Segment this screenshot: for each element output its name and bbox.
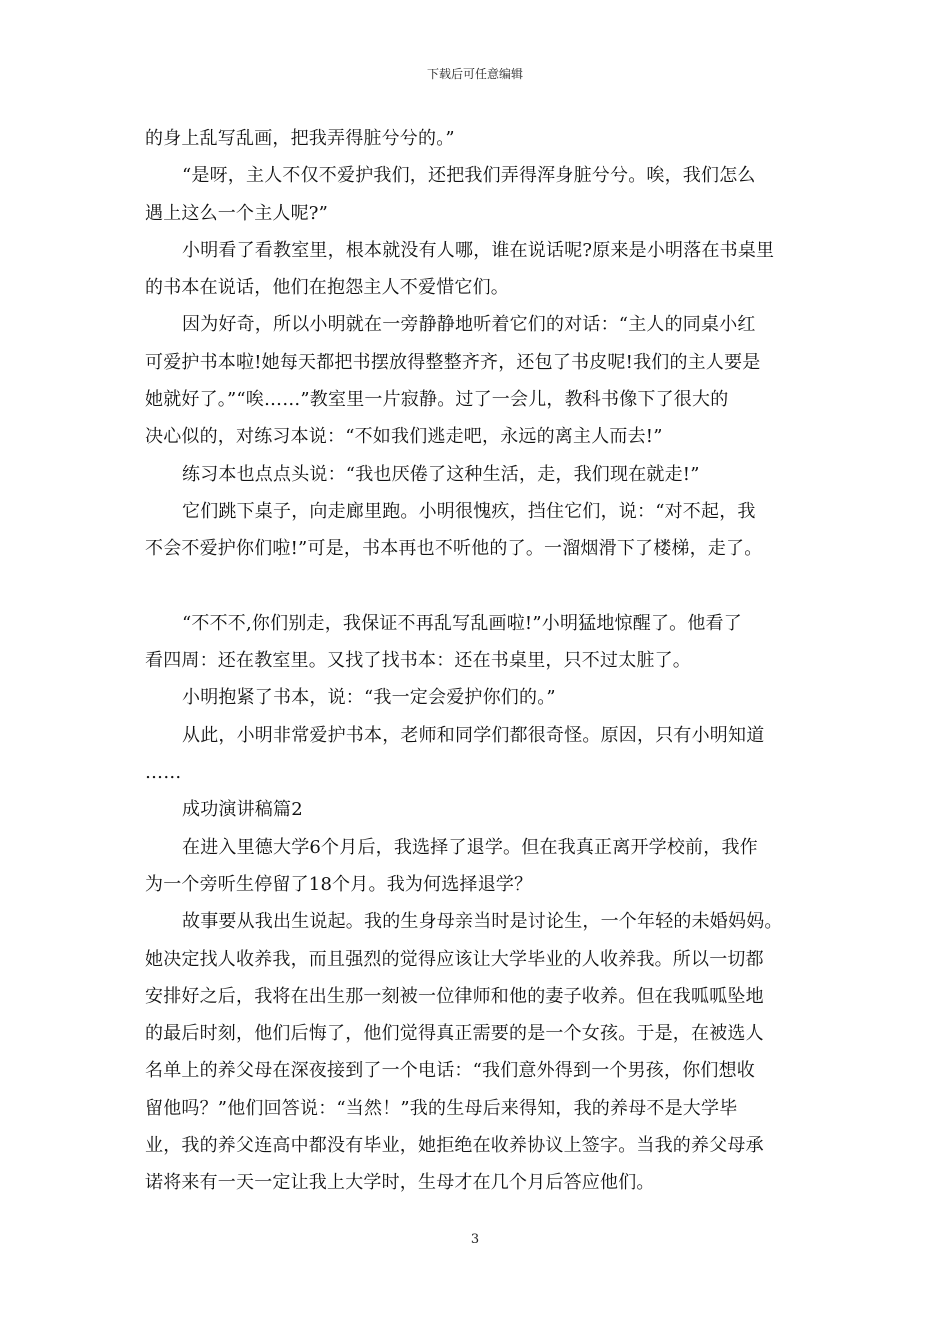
text-line: 安排好之后，我将在出生那一刻被一位律师和他的妻子收养。但在我呱呱坠地 [145, 985, 764, 1007]
text-line: “是呀，主人不仅不爱护我们，还把我们弄得浑身脏兮兮。唉，我们怎么 [182, 165, 756, 187]
text-line: 因为好奇，所以小明就在一旁静静地听着它们的对话：“主人的同桌小红 [182, 314, 756, 336]
text-line: 的最后时刻，他们后悔了，他们觉得真正需要的是一个女孩。于是，在被选人 [145, 1023, 764, 1045]
text-line: 决心似的，对练习本说：“不如我们逃走吧，永远的离主人而去!” [145, 426, 663, 448]
text-line: 诺将来有一天一定让我上大学时，生母才在几个月后答应他们。 [145, 1172, 655, 1194]
text-line: 它们跳下桌子，向走廊里跑。小明很愧疚，挡住它们，说：“对不起，我 [182, 500, 756, 522]
text-line: 练习本也点点头说：“我也厌倦了这种生活，走，我们现在就走!” [182, 463, 700, 485]
text-line: 留他吗？”他们回答说：“当然！”我的生母后来得知，我的养母不是大学毕 [145, 1097, 738, 1119]
text-line: “不不不,你们别走，我保证不再乱写乱画啦!”小明猛地惊醒了。他看了 [182, 612, 742, 634]
text-line: 她就好了。”“唉……”教室里一片寂静。过了一会儿，教科书像下了很大的 [145, 389, 729, 411]
page-number: 3 [470, 1232, 480, 1247]
text-line: 小明抱紧了书本，说：“我一定会爱护你们的。” [182, 687, 556, 709]
text-line: 业，我的养父连高中都没有毕业，她拒绝在收养协议上签字。当我的养父母承 [145, 1135, 764, 1157]
document-body [145, 120, 810, 1202]
text-line: 在进入里德大学6个月后，我选择了退学。但在我真正离开学校前，我作 [182, 836, 758, 858]
text-line: 可爱护书本啦!她每天都把书摆放得整整齐齐，还包了书皮呢!我们的主人要是 [145, 351, 761, 373]
text-line: 故事要从我出生说起。我的生身母亲当时是讨论生，一个年轻的未婚妈妈。 [182, 911, 783, 933]
text-line: …… [145, 762, 182, 784]
text-line: 看四周：还在教室里。又找了找书本：还在书桌里，只不过太脏了。 [145, 650, 691, 672]
page-header: 下载后可任意编辑 [426, 67, 523, 81]
text-line: 名单上的养父母在深夜接到了一个电话：“我们意外得到一个男孩，你们想收 [145, 1060, 755, 1082]
text-line: 从此，小明非常爱护书本，老师和同学们都很奇怪。原因，只有小明知道 [182, 724, 765, 746]
text-line: 的身上乱写乱画，把我弄得脏兮兮的。” [145, 128, 455, 149]
text-line: 她决定找人收养我，而且强烈的觉得应该让大学毕业的人收养我。所以一切都 [145, 948, 764, 970]
text-line: 为一个旁听生停留了18个月。我为何选择退学？ [145, 873, 533, 895]
text-line: 的书本在说话，他们在抱怨主人不爱惜它们。 [145, 277, 509, 299]
text-line: 小明看了看教室里，根本就没有人哪，谁在说话呢?原来是小明落在书桌里 [182, 239, 775, 261]
section-heading: 成功演讲稿篇2 [182, 799, 303, 821]
text-line: 遇上这么一个主人呢?” [145, 202, 329, 224]
blank-line [145, 568, 810, 605]
text-line: 不会不爱护你们啦!”可是，书本再也不听他的了。一溜烟滑下了楼梯，走了。 [145, 538, 763, 560]
